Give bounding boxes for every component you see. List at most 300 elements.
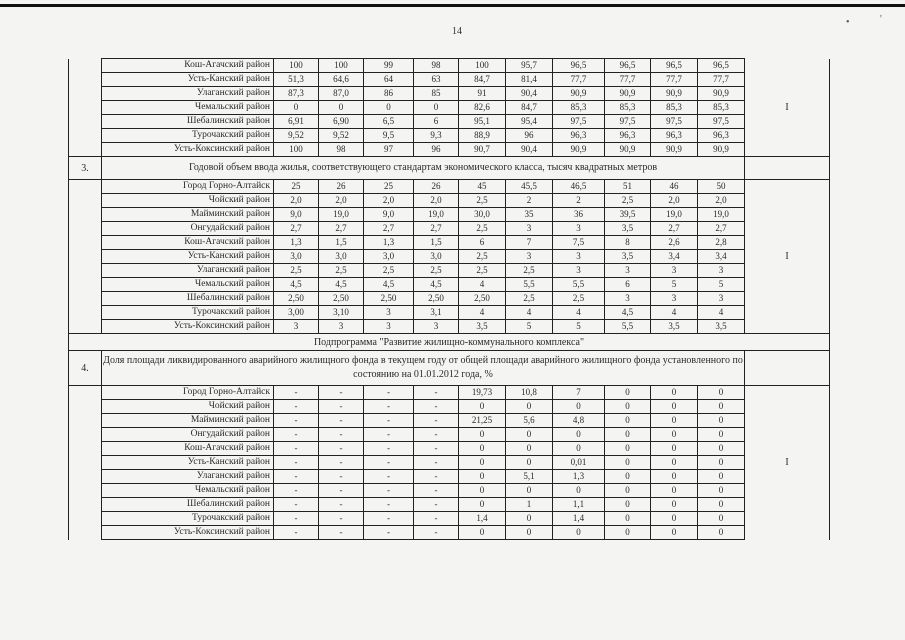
value-cell: 95,7	[506, 59, 553, 73]
value-cell: 3,0	[364, 250, 414, 264]
value-cell: 26	[414, 180, 459, 194]
table-row	[69, 292, 830, 306]
value-cell: 87,3	[274, 87, 319, 101]
top-border-line	[0, 4, 905, 7]
value-cell: 3,10	[319, 306, 364, 320]
value-cell: -	[319, 526, 364, 540]
value-cell: 3	[319, 320, 364, 334]
value-cell: -	[414, 526, 459, 540]
table-row	[69, 129, 830, 143]
value-cell: 90,9	[605, 143, 651, 157]
number-cell	[69, 194, 102, 208]
value-cell: -	[274, 386, 319, 400]
value-cell: 2,50	[414, 292, 459, 306]
value-cell: 2,7	[414, 222, 459, 236]
value-cell: 90,9	[605, 87, 651, 101]
value-cell: 0	[553, 428, 605, 442]
value-cell: -	[319, 484, 364, 498]
value-cell: 0	[459, 484, 506, 498]
value-cell: 4	[459, 306, 506, 320]
value-cell: 0	[605, 400, 651, 414]
value-cell: 100	[274, 59, 319, 73]
number-cell	[69, 278, 102, 292]
value-cell: 6,5	[364, 115, 414, 129]
value-cell: 90,9	[651, 87, 698, 101]
value-cell: 6,91	[274, 115, 319, 129]
value-cell: 90,7	[459, 143, 506, 157]
value-cell: 85,3	[698, 101, 745, 115]
value-cell: 0	[605, 470, 651, 484]
value-cell: 64,6	[319, 73, 364, 87]
value-cell: 0	[459, 442, 506, 456]
table-row	[69, 484, 830, 498]
value-cell: 3	[506, 222, 553, 236]
value-cell: 25	[364, 180, 414, 194]
value-cell: 9,52	[319, 129, 364, 143]
value-cell: -	[319, 442, 364, 456]
value-cell: 97,5	[651, 115, 698, 129]
value-cell: 1,3	[364, 236, 414, 250]
table-row	[69, 526, 830, 540]
value-cell: 19,0	[414, 208, 459, 222]
value-cell: 64	[364, 73, 414, 87]
value-cell: 85,3	[553, 101, 605, 115]
page-number: 14	[452, 26, 462, 37]
value-cell: 3	[698, 264, 745, 278]
value-cell: 63	[414, 73, 459, 87]
value-cell: -	[274, 456, 319, 470]
value-cell: 0	[651, 512, 698, 526]
source-mark-cell	[745, 157, 830, 180]
district-name: Кош-Агачский район	[102, 59, 274, 73]
number-cell	[69, 512, 102, 526]
value-cell: 3,5	[651, 320, 698, 334]
value-cell: 19,0	[319, 208, 364, 222]
value-cell: 81,4	[506, 73, 553, 87]
source-mark-cell	[745, 264, 830, 278]
value-cell: 0	[506, 484, 553, 498]
value-cell: 1	[506, 498, 553, 512]
value-cell: 3	[651, 264, 698, 278]
value-cell: -	[414, 512, 459, 526]
value-cell: 0	[506, 526, 553, 540]
table-row	[69, 208, 830, 222]
value-cell: 0	[506, 428, 553, 442]
value-cell: 1,1	[553, 498, 605, 512]
value-cell: 100	[274, 143, 319, 157]
district-name: Шебалинский район	[102, 498, 274, 512]
value-cell: 96,5	[553, 59, 605, 73]
value-cell: 5	[553, 320, 605, 334]
value-cell: 0	[605, 386, 651, 400]
value-cell: 39,5	[605, 208, 651, 222]
value-cell: 30,0	[459, 208, 506, 222]
value-cell: 2,5	[459, 250, 506, 264]
value-cell: -	[319, 456, 364, 470]
source-mark-cell	[745, 129, 830, 143]
value-cell: 3	[698, 292, 745, 306]
value-cell: 0	[651, 484, 698, 498]
district-name: Турочакский район	[102, 306, 274, 320]
number-cell	[69, 526, 102, 540]
value-cell: 87,0	[319, 87, 364, 101]
table-row	[69, 59, 830, 73]
value-cell: -	[319, 428, 364, 442]
value-cell: 5	[651, 278, 698, 292]
value-cell: 1,3	[553, 470, 605, 484]
number-cell	[69, 386, 102, 400]
value-cell: 3	[553, 264, 605, 278]
district-name: Чойский район	[102, 194, 274, 208]
table-row	[69, 180, 830, 194]
table-row	[69, 386, 830, 400]
value-cell: 1,5	[414, 236, 459, 250]
value-cell: 3	[553, 222, 605, 236]
value-cell: -	[274, 470, 319, 484]
value-cell: 2,0	[319, 194, 364, 208]
district-name: Турочакский район	[102, 129, 274, 143]
value-cell: -	[319, 498, 364, 512]
value-cell: 96,3	[605, 129, 651, 143]
district-name: Кош-Агачский район	[102, 442, 274, 456]
district-name: Усть-Коксинский район	[102, 320, 274, 334]
value-cell: -	[274, 400, 319, 414]
table-row	[69, 306, 830, 320]
source-mark-cell	[745, 180, 830, 194]
number-cell	[69, 101, 102, 115]
number-cell	[69, 236, 102, 250]
value-cell: -	[319, 400, 364, 414]
source-mark-cell	[745, 484, 830, 498]
section-title: Доля площади ликвидированного аварийного жилищного фонда в текущем году от общей площади аварийного жилищного фонда установленного по состоянию на 01.01.2012 года, %	[102, 351, 745, 386]
value-cell: 0	[698, 414, 745, 428]
value-cell: -	[364, 400, 414, 414]
value-cell: 7	[506, 236, 553, 250]
value-cell: 19,73	[459, 386, 506, 400]
table-row	[69, 73, 830, 87]
value-cell: 77,7	[605, 73, 651, 87]
value-cell: 46,5	[553, 180, 605, 194]
value-cell: -	[364, 428, 414, 442]
value-cell: 6	[414, 115, 459, 129]
value-cell: 0	[364, 101, 414, 115]
number-cell	[69, 222, 102, 236]
value-cell: -	[364, 386, 414, 400]
value-cell: 3	[506, 250, 553, 264]
number-cell	[69, 208, 102, 222]
source-mark-cell: I	[745, 456, 830, 470]
table-row	[69, 320, 830, 334]
table-row	[69, 264, 830, 278]
value-cell: 86	[364, 87, 414, 101]
value-cell: 2,50	[274, 292, 319, 306]
value-cell: 4	[506, 306, 553, 320]
district-name: Улаганский район	[102, 87, 274, 101]
table-row	[69, 470, 830, 484]
value-cell: 4	[553, 306, 605, 320]
value-cell: -	[319, 512, 364, 526]
value-cell: 0	[605, 414, 651, 428]
value-cell: 77,7	[698, 73, 745, 87]
value-cell: 3,5	[605, 222, 651, 236]
table-row	[69, 87, 830, 101]
value-cell: 96,5	[605, 59, 651, 73]
section-header-row	[69, 157, 830, 180]
table-row	[69, 512, 830, 526]
value-cell: 3	[553, 250, 605, 264]
value-cell: 1,4	[553, 512, 605, 526]
value-cell: 6,90	[319, 115, 364, 129]
value-cell: 9,3	[414, 129, 459, 143]
value-cell: 0	[651, 456, 698, 470]
district-name: Турочакский район	[102, 512, 274, 526]
value-cell: 3	[605, 264, 651, 278]
source-mark-cell	[745, 386, 830, 400]
value-cell: 88,9	[459, 129, 506, 143]
value-cell: 0	[651, 428, 698, 442]
value-cell: 96,3	[553, 129, 605, 143]
value-cell: 4,5	[319, 278, 364, 292]
value-cell: 95,1	[459, 115, 506, 129]
number-cell	[69, 87, 102, 101]
number-cell	[69, 442, 102, 456]
value-cell: 9,5	[364, 129, 414, 143]
number-cell	[69, 250, 102, 264]
value-cell: 2,0	[364, 194, 414, 208]
table-row	[69, 414, 830, 428]
value-cell: 45,5	[506, 180, 553, 194]
value-cell: 6	[605, 278, 651, 292]
value-cell: 0	[274, 101, 319, 115]
value-cell: -	[364, 414, 414, 428]
value-cell: 2,0	[274, 194, 319, 208]
value-cell: 4	[651, 306, 698, 320]
district-name: Шебалинский район	[102, 292, 274, 306]
value-cell: 5	[698, 278, 745, 292]
source-mark-cell	[745, 414, 830, 428]
value-cell: 2,5	[605, 194, 651, 208]
value-cell: 90,9	[553, 87, 605, 101]
value-cell: 0	[605, 498, 651, 512]
district-name: Майминский район	[102, 208, 274, 222]
district-name: Улаганский район	[102, 264, 274, 278]
indicators-table	[68, 58, 830, 540]
value-cell: 0	[506, 456, 553, 470]
value-cell: 0	[698, 400, 745, 414]
value-cell: 0	[698, 428, 745, 442]
source-mark-cell	[745, 400, 830, 414]
value-cell: 97,5	[553, 115, 605, 129]
value-cell: 7,5	[553, 236, 605, 250]
source-mark-cell	[745, 87, 830, 101]
table-row	[69, 222, 830, 236]
value-cell: -	[274, 484, 319, 498]
value-cell: 2	[553, 194, 605, 208]
value-cell: 4	[459, 278, 506, 292]
table-row	[69, 456, 830, 470]
value-cell: 35	[506, 208, 553, 222]
value-cell: 2,0	[651, 194, 698, 208]
value-cell: 2,5	[506, 264, 553, 278]
district-name: Усть-Коксинский район	[102, 526, 274, 540]
value-cell: 19,0	[651, 208, 698, 222]
value-cell: 3,0	[319, 250, 364, 264]
value-cell: 2,5	[553, 292, 605, 306]
value-cell: 90,9	[698, 143, 745, 157]
value-cell: -	[364, 512, 414, 526]
value-cell: 0	[698, 512, 745, 526]
value-cell: -	[274, 428, 319, 442]
value-cell: 3,5	[605, 250, 651, 264]
value-cell: 2,5	[364, 264, 414, 278]
value-cell: 0	[506, 400, 553, 414]
number-cell	[69, 264, 102, 278]
value-cell: -	[364, 498, 414, 512]
table-row	[69, 400, 830, 414]
subprogram-row	[69, 334, 830, 351]
source-mark-cell	[745, 278, 830, 292]
value-cell: 9,52	[274, 129, 319, 143]
district-name: Усть-Канский район	[102, 250, 274, 264]
number-cell	[69, 59, 102, 73]
value-cell: 98	[414, 59, 459, 73]
value-cell: 3	[274, 320, 319, 334]
value-cell: 0	[698, 526, 745, 540]
value-cell: -	[364, 526, 414, 540]
value-cell: 91	[459, 87, 506, 101]
value-cell: 1,3	[274, 236, 319, 250]
source-mark-cell: I	[745, 250, 830, 264]
district-name: Усть-Канский район	[102, 73, 274, 87]
table-row	[69, 194, 830, 208]
value-cell: 9,0	[364, 208, 414, 222]
district-name: Усть-Коксинский район	[102, 143, 274, 157]
value-cell: 0	[553, 484, 605, 498]
value-cell: -	[414, 484, 459, 498]
value-cell: 0	[698, 456, 745, 470]
district-name: Усть-Канский район	[102, 456, 274, 470]
value-cell: 100	[459, 59, 506, 73]
value-cell: 0	[698, 442, 745, 456]
value-cell: 1,4	[459, 512, 506, 526]
value-cell: 85,3	[605, 101, 651, 115]
value-cell: 46	[651, 180, 698, 194]
value-cell: 95,4	[506, 115, 553, 129]
value-cell: -	[414, 442, 459, 456]
number-cell	[69, 292, 102, 306]
source-mark-cell	[745, 351, 830, 386]
source-mark-cell	[745, 208, 830, 222]
value-cell: 2,7	[319, 222, 364, 236]
value-cell: 99	[364, 59, 414, 73]
source-mark-cell	[745, 194, 830, 208]
district-name: Город Горно-Алтайск	[102, 386, 274, 400]
value-cell: -	[364, 442, 414, 456]
value-cell: 2,5	[459, 264, 506, 278]
value-cell: -	[414, 498, 459, 512]
value-cell: 2	[506, 194, 553, 208]
district-name: Чемальский район	[102, 101, 274, 115]
value-cell: 51,3	[274, 73, 319, 87]
value-cell: 2,7	[274, 222, 319, 236]
value-cell: 0	[698, 386, 745, 400]
table-row	[69, 442, 830, 456]
value-cell: 0	[553, 442, 605, 456]
table-row	[69, 498, 830, 512]
value-cell: 0,01	[553, 456, 605, 470]
value-cell: 9,0	[274, 208, 319, 222]
value-cell: 0	[459, 498, 506, 512]
source-mark-cell	[745, 222, 830, 236]
value-cell: 3,4	[698, 250, 745, 264]
value-cell: -	[414, 400, 459, 414]
value-cell: 3,0	[274, 250, 319, 264]
value-cell: 82,6	[459, 101, 506, 115]
value-cell: 0	[651, 400, 698, 414]
section-number: 3.	[69, 157, 102, 180]
value-cell: 5,6	[506, 414, 553, 428]
value-cell: -	[414, 470, 459, 484]
value-cell: 90,4	[506, 143, 553, 157]
value-cell: 0	[651, 442, 698, 456]
number-cell	[69, 428, 102, 442]
source-mark-cell	[745, 526, 830, 540]
value-cell: 45	[459, 180, 506, 194]
value-cell: 0	[459, 400, 506, 414]
value-cell: 4,5	[605, 306, 651, 320]
value-cell: 96	[414, 143, 459, 157]
value-cell: 0	[459, 526, 506, 540]
value-cell: -	[414, 386, 459, 400]
number-cell	[69, 115, 102, 129]
value-cell: 90,4	[506, 87, 553, 101]
district-name: Чойский район	[102, 400, 274, 414]
corner-mark: •	[846, 17, 850, 28]
value-cell: 0	[459, 428, 506, 442]
source-mark-cell	[745, 512, 830, 526]
district-name: Город Горно-Алтайск	[102, 180, 274, 194]
value-cell: 0	[605, 484, 651, 498]
value-cell: 84,7	[459, 73, 506, 87]
value-cell: -	[414, 414, 459, 428]
corner-mark: '	[880, 14, 882, 25]
number-cell	[69, 484, 102, 498]
section-header-row	[69, 351, 830, 386]
table-row	[69, 115, 830, 129]
value-cell: 96	[506, 129, 553, 143]
value-cell: 0	[605, 442, 651, 456]
value-cell: 2,50	[319, 292, 364, 306]
value-cell: 2,50	[364, 292, 414, 306]
number-cell	[69, 129, 102, 143]
value-cell: 10,8	[506, 386, 553, 400]
value-cell: 0	[605, 428, 651, 442]
value-cell: 0	[605, 456, 651, 470]
value-cell: 50	[698, 180, 745, 194]
value-cell: 85	[414, 87, 459, 101]
district-name: Онгудайский район	[102, 428, 274, 442]
number-cell	[69, 306, 102, 320]
value-cell: 97,5	[698, 115, 745, 129]
value-cell: 0	[605, 526, 651, 540]
value-cell: 2,7	[364, 222, 414, 236]
value-cell: 77,7	[553, 73, 605, 87]
value-cell: 3	[364, 320, 414, 334]
value-cell: 0	[651, 470, 698, 484]
value-cell: 0	[506, 442, 553, 456]
value-cell: 3,1	[414, 306, 459, 320]
value-cell: 2,6	[651, 236, 698, 250]
